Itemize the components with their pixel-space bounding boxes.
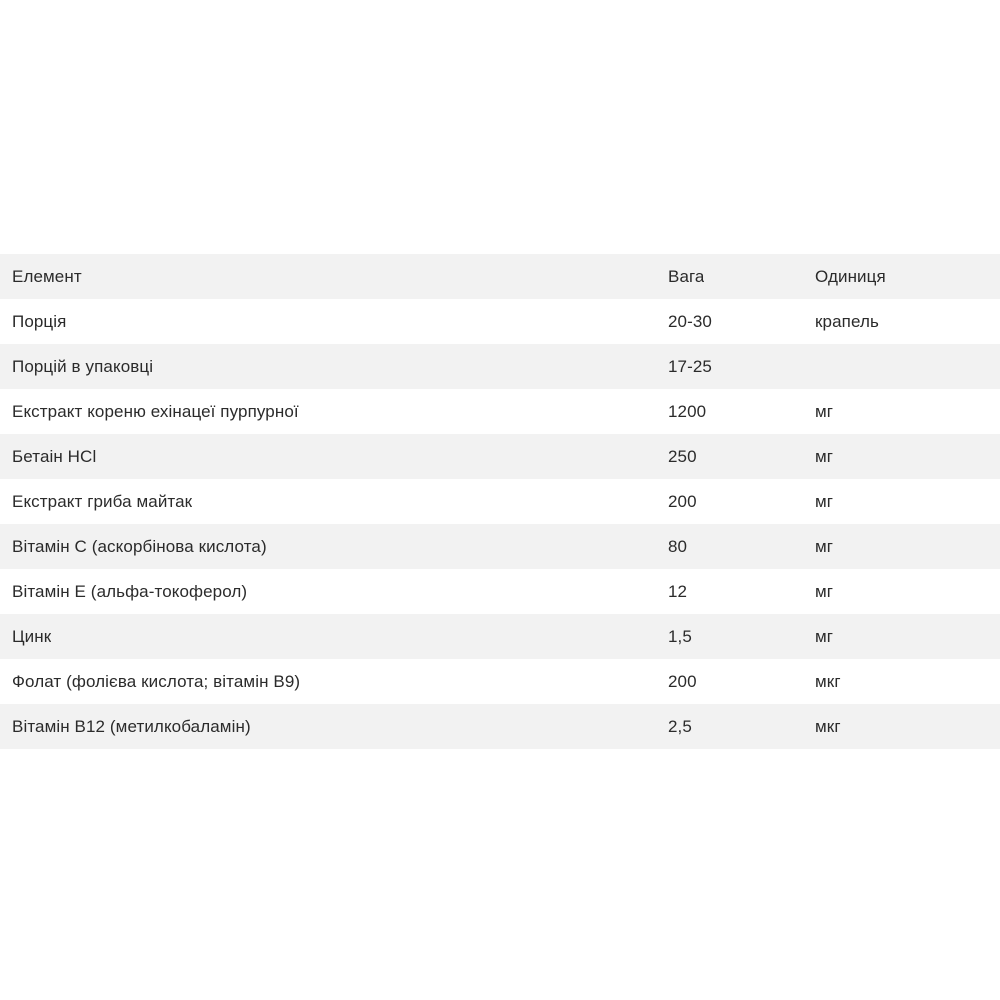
table-row	[0, 614, 1000, 659]
row-weight-value: 250	[668, 446, 697, 466]
row-element-name: Фолат (фолієва кислота; вітамін B9)	[12, 671, 301, 691]
row-element-name: Екстракт гриба майтак	[12, 491, 193, 511]
table-row	[0, 479, 1000, 524]
row-weight-value: 80	[668, 536, 688, 556]
row-weight-value: 12	[668, 581, 688, 601]
row-unit: крапель	[815, 311, 879, 331]
table-row	[0, 389, 1000, 434]
row-element-name: Порцій в упаковці	[12, 356, 154, 376]
row-weight-value: 20-30	[668, 311, 712, 331]
row-element-name: Вітамін C (аскорбінова кислота)	[12, 536, 267, 556]
table-header-row	[0, 254, 1000, 299]
table-row	[0, 299, 1000, 344]
row-weight-value: 1200	[668, 401, 707, 421]
row-element-name: Порція	[12, 311, 67, 331]
column-header-element: Елемент	[12, 266, 82, 286]
row-element-name: Екстракт кореню ехінацеї пурпурної	[12, 401, 299, 421]
row-unit: мг	[815, 491, 834, 511]
row-unit: мг	[815, 536, 834, 556]
table-row	[0, 434, 1000, 479]
row-weight-value: 200	[668, 491, 697, 511]
row-element-name: Вітамін B12 (метилкобаламін)	[12, 716, 251, 736]
table-row	[0, 344, 1000, 389]
row-element-name: Цинк	[12, 626, 52, 646]
row-unit: мг	[815, 446, 834, 466]
table-row	[0, 524, 1000, 569]
row-weight-value: 200	[668, 671, 697, 691]
row-unit: мкг	[815, 671, 841, 691]
row-element-name: Вітамін E (альфа-токоферол)	[12, 581, 248, 601]
column-header-weight: Вага	[668, 266, 705, 286]
row-weight-value: 1,5	[668, 626, 692, 646]
row-element-name: Бетаін HCl	[12, 446, 97, 466]
row-unit: мг	[815, 581, 834, 601]
nutrition-table	[0, 254, 1000, 749]
table-row	[0, 569, 1000, 614]
column-header-unit: Одиниця	[815, 266, 886, 286]
table-row	[0, 659, 1000, 704]
row-unit: мг	[815, 626, 834, 646]
row-unit: мкг	[815, 716, 841, 736]
row-weight-value: 2,5	[668, 716, 692, 736]
row-unit: мг	[815, 401, 834, 421]
table-row	[0, 704, 1000, 749]
row-weight-value: 17-25	[668, 356, 712, 376]
